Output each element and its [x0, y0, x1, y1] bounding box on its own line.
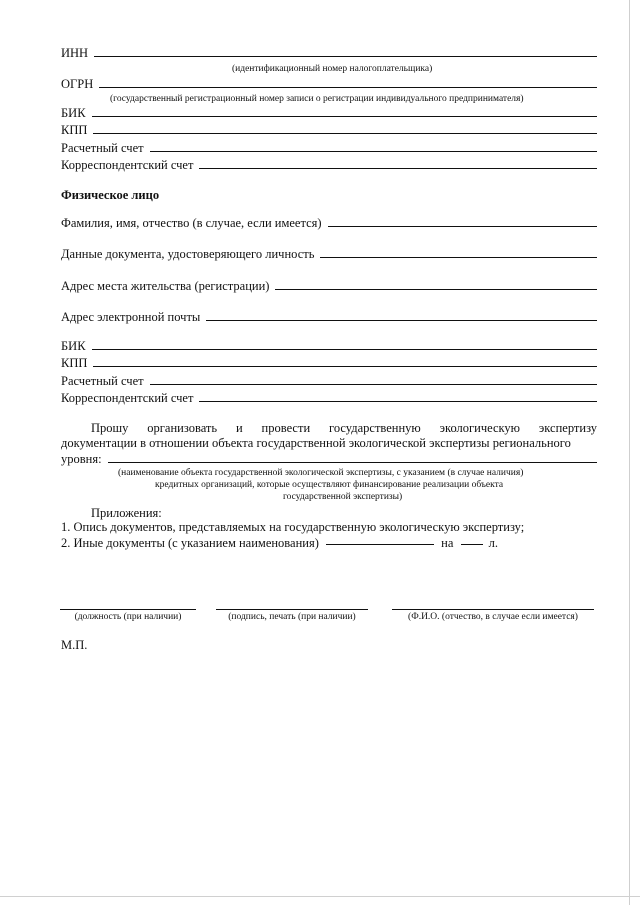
corr-account-label: Корреспондентский счет — [61, 158, 194, 172]
ind-account-row — [61, 372, 597, 388]
ind-kpp-field[interactable] — [93, 365, 597, 367]
ind-kpp-label: КПП — [61, 356, 88, 370]
position-caption: (должность (при наличии) — [74, 612, 182, 622]
account-label: Расчетный счет — [61, 141, 144, 155]
inn-row — [61, 44, 597, 60]
bik-label: БИК — [61, 106, 86, 120]
ind-bik-label: БИК — [61, 339, 86, 353]
kpp-label: КПП — [61, 123, 88, 137]
id-document-field[interactable] — [320, 256, 597, 258]
full-name-row — [61, 214, 597, 230]
attachment-item-2-text: 2. Иные документы (с указанием наименования) — [61, 536, 319, 550]
individual-heading: Физическое лицо — [61, 188, 160, 202]
ind-bik-row — [61, 337, 597, 353]
ind-corr-account-field[interactable] — [199, 400, 597, 402]
ogrn-hint: (государственный регистрационный номер записи о регистрации индивидуального предпринимателя) — [110, 94, 524, 104]
address-label: Адрес места жительства (регистрации) — [61, 279, 270, 293]
ind-account-field[interactable] — [150, 383, 597, 385]
ind-corr-account-row — [61, 389, 597, 405]
inn-field[interactable] — [94, 55, 597, 57]
id-document-row — [61, 245, 597, 261]
scan-edge-bottom — [0, 896, 640, 897]
email-label: Адрес электронной почты — [61, 310, 201, 324]
full-name-field[interactable] — [328, 225, 597, 227]
stamp-place-label: М.П. — [61, 638, 88, 652]
request-line-2: документации в отношении объекта государственной экологической экспертизы регионального — [61, 436, 571, 450]
request-line-1: Прошу организовать и провести государственную экологическую экспертизу — [91, 421, 597, 435]
kpp-field[interactable] — [93, 132, 597, 134]
object-name-field[interactable] — [108, 461, 597, 463]
inn-hint: (идентификационный номер налогоплательщика) — [232, 64, 433, 74]
ogrn-row — [61, 75, 597, 91]
inn-label: ИНН — [61, 46, 89, 60]
account-row — [61, 139, 597, 155]
object-hint-3: государственной экспертизы) — [283, 492, 403, 502]
object-hint-2: кредитных организаций, которые осуществляют финансирование реализации объекта — [155, 480, 504, 490]
bik-field[interactable] — [92, 115, 597, 117]
signature-caption: (подпись, печать (при наличии) — [228, 612, 356, 622]
full-name-label: Фамилия, имя, отчество (в случае, если имеется) — [61, 216, 322, 230]
ind-kpp-row — [61, 354, 597, 370]
ogrn-field[interactable] — [99, 86, 597, 88]
attachment-item-1: 1. Опись документов, представляемых на государственную экологическую экспертизу; — [61, 520, 525, 534]
fio-caption: (Ф.И.О. (отчество, в случае если имеется) — [408, 612, 578, 622]
bik-row — [61, 104, 597, 120]
ind-corr-account-label: Корреспондентский счет — [61, 391, 194, 405]
attachment-name-field[interactable] — [326, 543, 434, 545]
attachment-sheets-label: л. — [488, 536, 499, 550]
attachment-on-label: на — [441, 536, 454, 550]
id-document-label: Данные документа, удостоверяющего личность — [61, 247, 315, 261]
ind-account-label: Расчетный счет — [61, 374, 144, 388]
corr-account-field[interactable] — [199, 167, 597, 169]
attachment-sheets-field[interactable] — [461, 543, 483, 545]
corr-account-row — [61, 156, 597, 172]
fio-line[interactable] — [392, 608, 594, 610]
email-field[interactable] — [206, 319, 597, 321]
position-line[interactable] — [60, 608, 196, 610]
ogrn-label: ОГРН — [61, 77, 94, 91]
email-row — [61, 308, 597, 324]
attachment-item-2 — [61, 536, 597, 551]
account-field[interactable] — [150, 150, 597, 152]
address-row — [61, 277, 597, 293]
scan-edge-right — [629, 0, 630, 905]
request-line-3: уровня: — [61, 452, 102, 466]
kpp-row — [61, 121, 597, 137]
attachments-title: Приложения: — [91, 506, 162, 520]
object-hint-1: (наименование объекта государственной экологической экспертизы, с указанием (в случае наличия) — [118, 468, 524, 478]
address-field[interactable] — [275, 288, 597, 290]
ind-bik-field[interactable] — [92, 348, 597, 350]
request-object-row — [61, 450, 597, 466]
signature-line[interactable] — [216, 608, 368, 610]
